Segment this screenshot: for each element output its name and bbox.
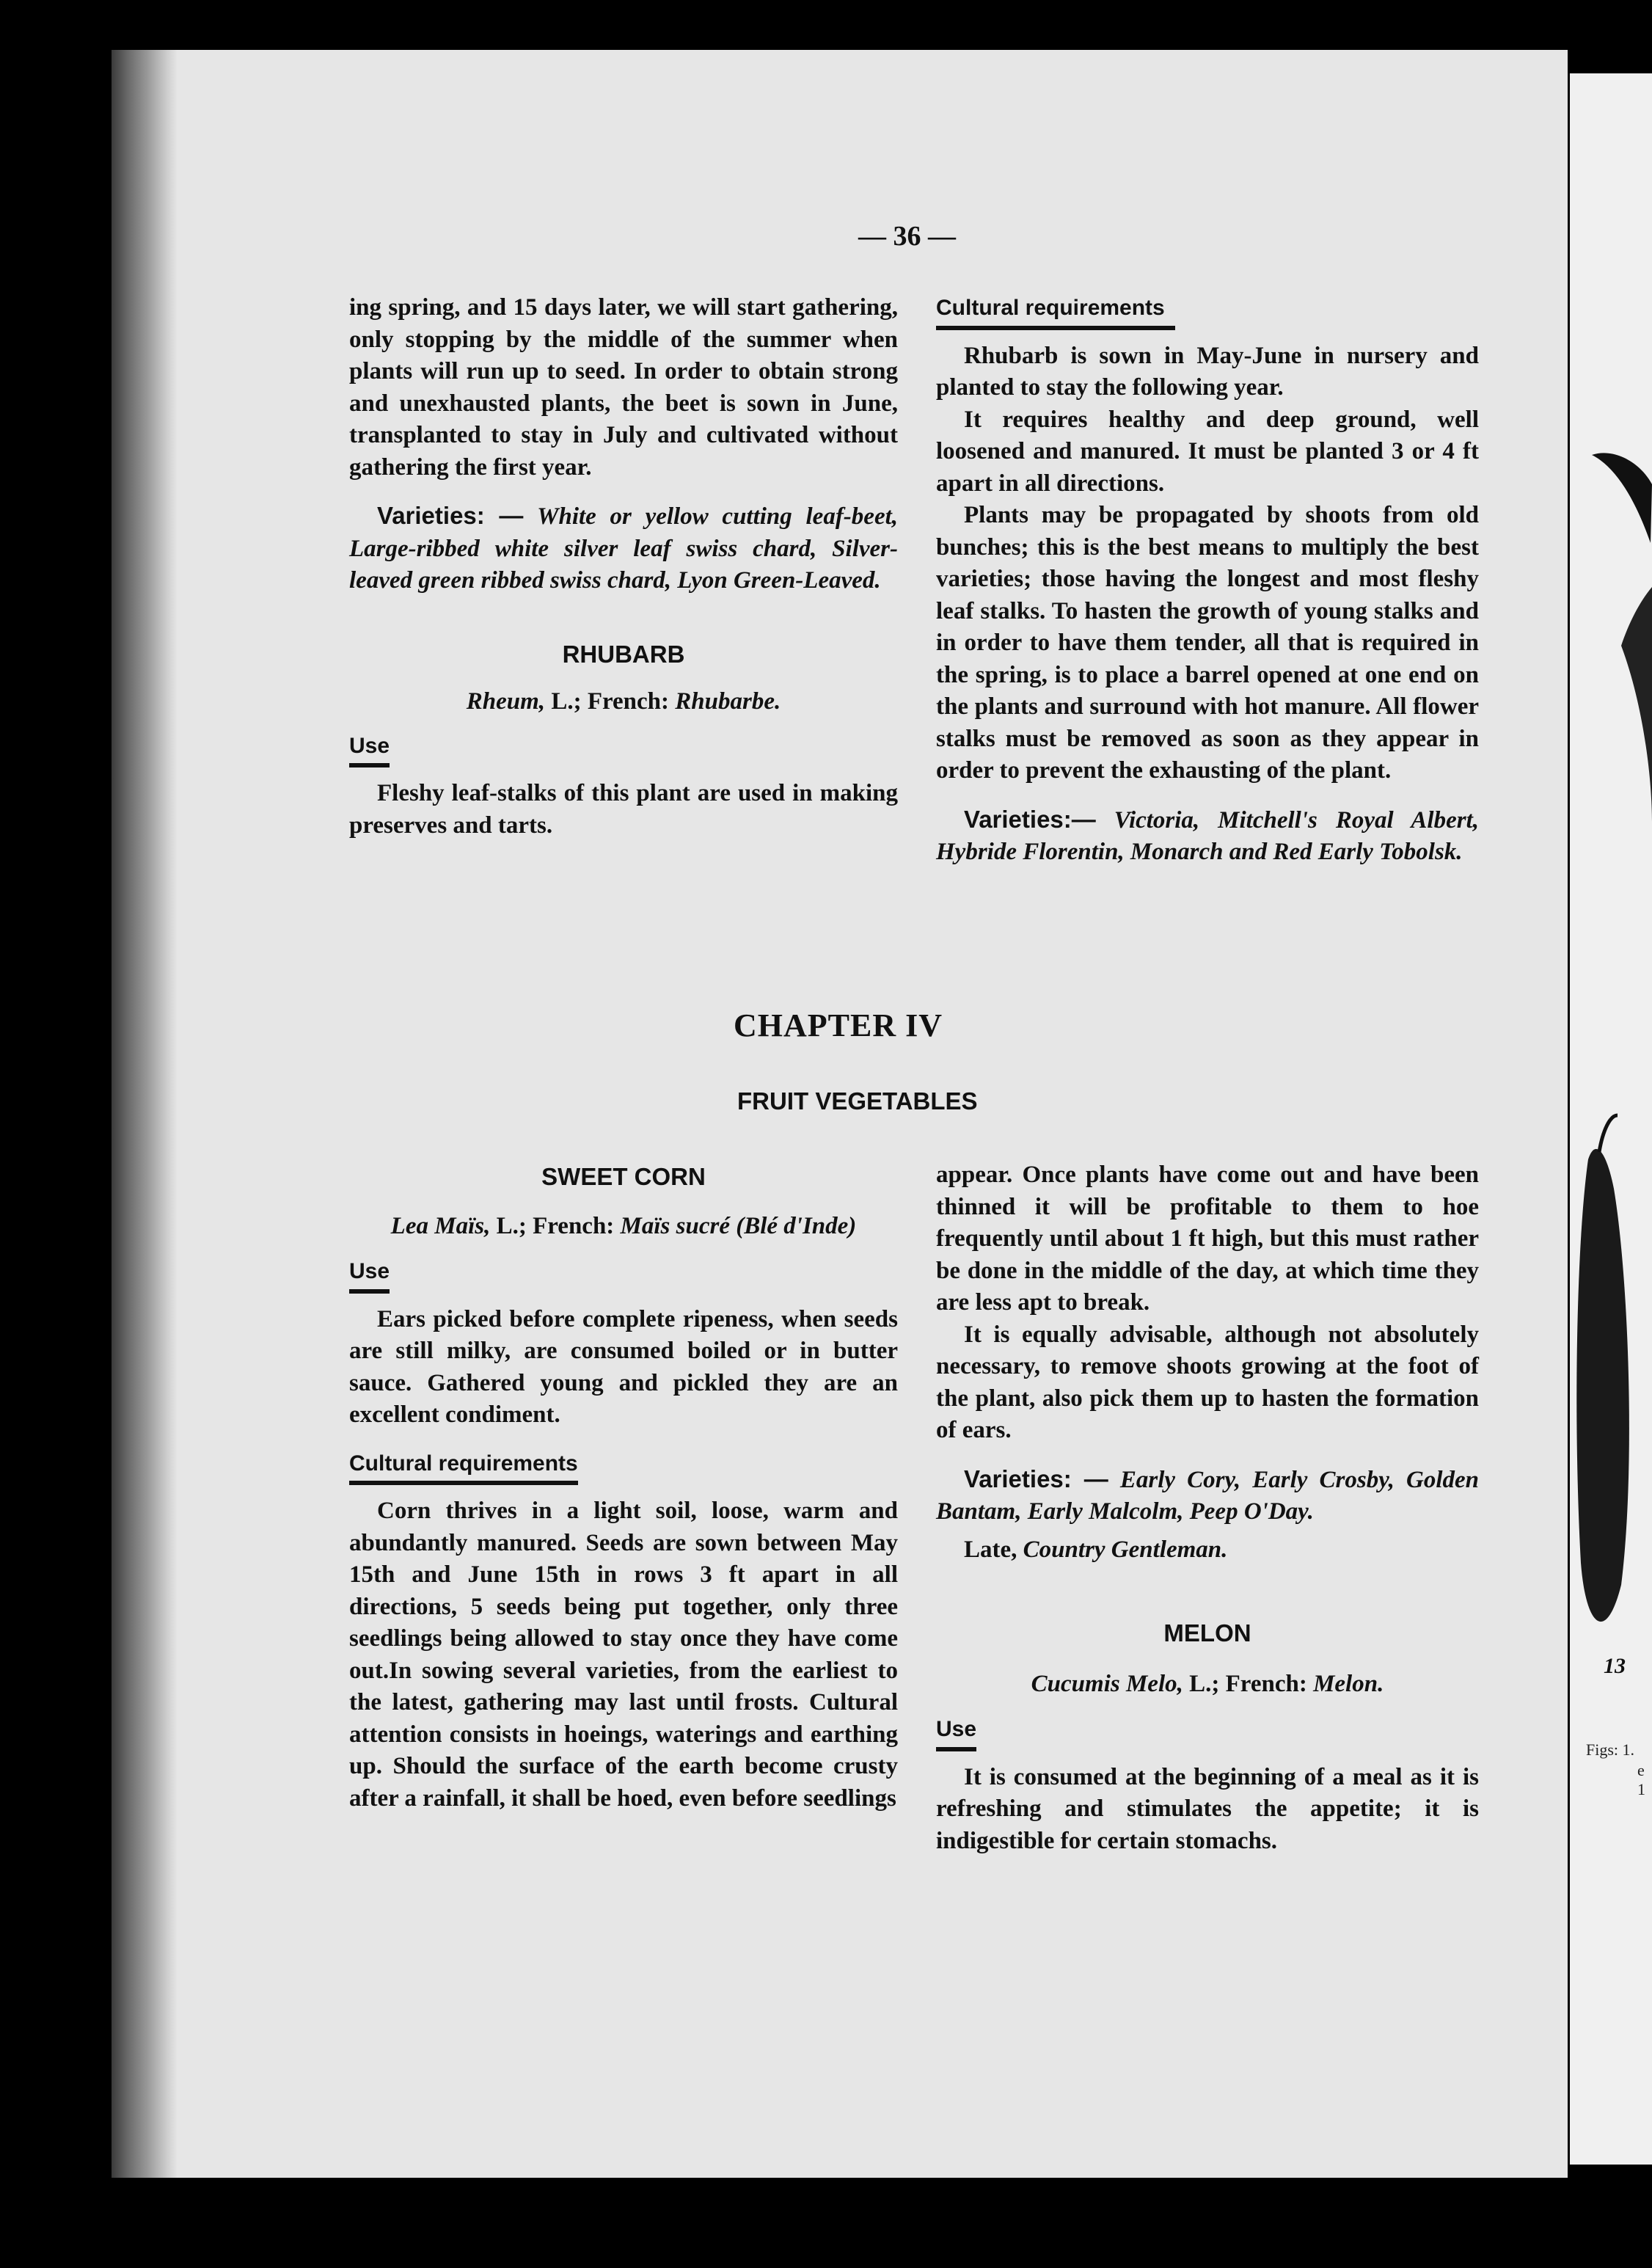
beet-varieties (349, 500, 898, 597)
varieties-label: Varieties: — (377, 502, 524, 529)
rhubarb-varieties (936, 803, 1479, 869)
french-name: Melon. (1313, 1670, 1384, 1697)
sweet-corn-use-text: Ears picked before complete ripeness, when seeds are still milky, are consumed boiled or in butter sauce. Gathered young and pickled they are an excellent condiment. (349, 1305, 898, 1428)
adjacent-page (1570, 73, 1652, 2165)
sweet-corn-scientific-name (349, 1211, 898, 1243)
cucumber-illustration (1570, 73, 1652, 2165)
section-title-rhubarb: RHUBARB (562, 640, 685, 668)
chapter-subtitle: FRUIT VEGETABLES (737, 1087, 978, 1115)
sweet-corn-cultural-p1: Corn thrives in a light soil, loose, warm and abundantly manured. Seeds are sown between May 15th and June 15th in rows 3 ft apart in all directions, 5 seeds being put together, only three seedlings being allowed to stay once they have come out.In sowing several varieties, from the earliest to the latest, gathering may last until frosts. Cultural attention consists in hoeings, waterings and earthing up. Should the surface of the earth become crusty after a rainfall, it shall be hoed, even before seedlings (349, 1498, 898, 1812)
melon-use-text: It is consumed at the beginning of a meal as it is refreshing and stimulates the appetite; it is indigestible for certain stomachs. (936, 1763, 1479, 1854)
french-alt-name: (Blé d'Inde) (736, 1212, 857, 1239)
figure-caption-line: Figs: 1. (1586, 1740, 1635, 1759)
sci-name: Lea Maïs, (390, 1212, 491, 1239)
section-title-sweet-corn: SWEET CORN (541, 1163, 706, 1190)
right-column-bottom (936, 1159, 1479, 1857)
page-binding-shadow (112, 50, 178, 2178)
varieties-text: Victoria, Mitchell's Royal Albert, Hybride Florentin, Monarch and Red Early Tobolsk. (936, 806, 1479, 865)
left-column-top (349, 292, 898, 842)
rhubarb-cultural-p1: Rhubarb is sown in May-June in nursery and planted to stay the following year. (936, 342, 1479, 401)
rhubarb-cultural-p2: It requires healthy and deep ground, well loosened and manured. It must be planted 3 or 4 ft apart in all directions. (936, 406, 1479, 497)
figure-number: 13 (1604, 1654, 1626, 1678)
sweet-corn-continued-p1: appear. Once plants have come out and have been thinned it will be profitable to them to hoe frequently until about 1 ft high, but this must rather be done in the middle of the day, at which time they are less apt to break. (936, 1162, 1479, 1316)
page-number: — 36 — (858, 221, 956, 252)
varieties-text: White or yellow cutting leaf-beet, Large-ribbed white silver leaf swiss chard, Silver-leaved green ribbed swiss chard, Lyon Green-Leaved. (349, 503, 899, 594)
late-text: Country Gentleman. (1023, 1536, 1228, 1563)
sweet-corn-cultural-heading: Cultural requirements (349, 1448, 578, 1486)
right-column-top (936, 292, 1479, 869)
sweet-corn-late-variety (936, 1534, 1479, 1567)
beet-continued-paragraph: ing spring, and 15 days later, we will start gathering, only stopping by the middle of the summer when plants will run up to seed. In order to obtain strong and unexhausted plants, the beet is sown in June, transplanted to stay in July and cultivated without gathering the first year. (349, 294, 898, 481)
varieties-text: Early Cory, Early Crosby, Golden Bantam, Early Malcolm, Peep O'Day. (936, 1466, 1480, 1525)
rhubarb-scientific-name (349, 686, 898, 718)
varieties-label: Varieties: — (964, 1465, 1108, 1492)
sci-name: Rheum, (466, 688, 546, 715)
sci-author: L.; French: (551, 688, 670, 715)
rhubarb-use-text: Fleshy leaf-stalks of this plant are used in making preserves and tarts. (349, 780, 898, 839)
varieties-label: Varieties:— (964, 805, 1096, 833)
sci-name: Cucumis Melo, (1031, 1670, 1183, 1697)
figure-caption-line: 1 (1637, 1780, 1645, 1798)
section-title-melon: MELON (1163, 1619, 1251, 1647)
figure-caption-line: e (1637, 1761, 1645, 1779)
french-name: Maïs sucré (620, 1212, 730, 1239)
chapter-title: CHAPTER IV (734, 1007, 943, 1043)
melon-scientific-name (936, 1669, 1479, 1701)
sweet-corn-use-heading: Use (349, 1255, 390, 1294)
rhubarb-cultural-heading: Cultural requirements (936, 292, 1175, 330)
melon-use-heading: Use (936, 1713, 976, 1751)
left-column-bottom (349, 1161, 898, 1815)
sci-author: L.; French: (1189, 1670, 1307, 1697)
rhubarb-use-heading: Use (349, 730, 390, 768)
late-label: Late, (964, 1536, 1017, 1563)
sweet-corn-continued-p2: It is equally advisable, although not absolutely necessary, to remove shoots growing at the foot of the plant, also pick them up to hasten the formation of ears. (936, 1321, 1479, 1443)
sci-author: L.; French: (496, 1212, 615, 1239)
rhubarb-cultural-p3: Plants may be propagated by shoots from old bunches; this is the best means to multiply the best varieties; those having the longest and most fleshy leaf stalks. To hasten the growth of young stalks and in order to have them tender, all that is required in the spring, is to place a barrel opened at one end on the plants and surround with hot manure. All flower stalks must be removed as soon as they appear in order to prevent the exhausting of the plant. (936, 502, 1479, 784)
french-name: Rhubarbe. (675, 688, 781, 715)
sweet-corn-varieties (936, 1463, 1479, 1528)
